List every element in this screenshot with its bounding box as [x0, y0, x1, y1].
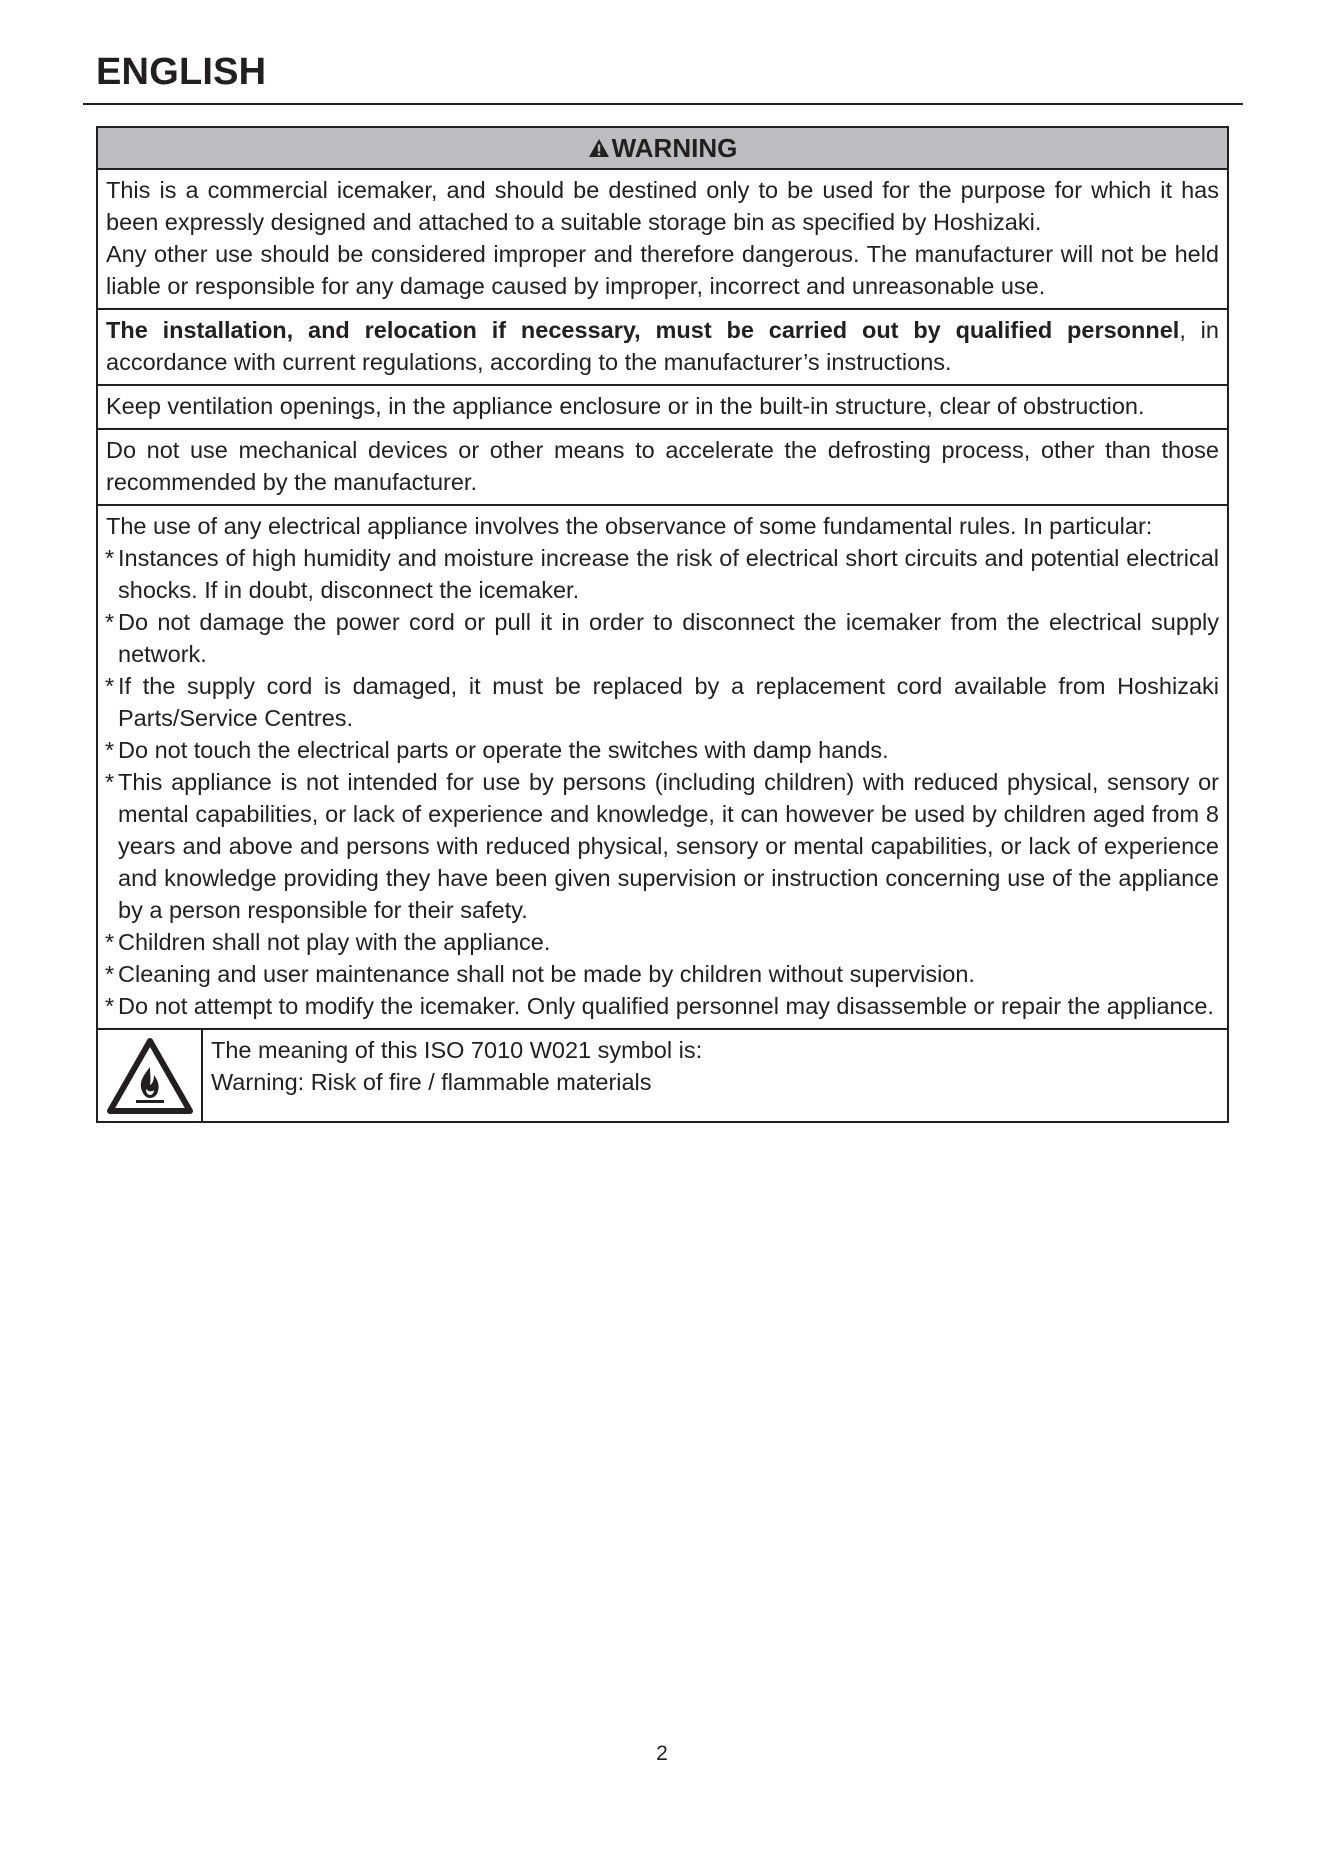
list-item: [106, 542, 1219, 606]
bullet-marker: *: [105, 609, 115, 635]
list-item-text: Do not damage the power cord or pull it in order to disconnect the icemaker from the electrical supply network.: [118, 609, 1219, 667]
bullet-marker: *: [105, 961, 115, 987]
list-item: [106, 606, 1219, 670]
intended-use-text: This is a commercial icemaker, and should be destined only to be used for the purpose for which it has been expressly designed and attached to a suitable storage bin as specified by Hoshizaki.: [106, 177, 1219, 235]
installation-bold-text: The installation, and relocation if necessary, must be carried out by qualified personnel: [106, 317, 1180, 343]
warning-header: [98, 128, 1227, 170]
bullet-marker: *: [105, 545, 115, 571]
warning-title: WARNING: [611, 132, 738, 163]
page-number: 2: [656, 1742, 668, 1765]
improper-use-text: Any other use should be considered improper and therefore dangerous. The manufacturer will not be held liable or responsible for any damage caused by improper, incorrect and unreasonable use.: [106, 241, 1219, 299]
warning-section-intended-use: [98, 170, 1227, 310]
list-item-text: Do not touch the electrical parts or operate the switches with damp hands.: [118, 737, 889, 763]
installation-rest-text: , in accordance with current regulations, according to the manufacturer’s instructions.: [106, 317, 1219, 375]
electrical-rules-list: [106, 542, 1219, 1022]
list-item: [106, 670, 1219, 734]
warning-section-electrical: [98, 506, 1227, 1030]
symbol-row: [98, 1030, 1227, 1121]
bullet-marker: *: [105, 737, 115, 763]
symbol-warning-text: Warning: Risk of fire / flammable materials: [211, 1069, 652, 1095]
warning-section-installation: [98, 310, 1227, 386]
electrical-intro-text: The use of any electrical appliance involves the observance of some fundamental rules. In particular:: [106, 513, 1153, 539]
defrosting-text: Do not use mechanical devices or other means to accelerate the defrosting process, other than those recommended by the manufacturer.: [106, 437, 1219, 495]
bullet-marker: *: [105, 769, 115, 795]
bullet-marker: *: [105, 993, 115, 1019]
page-header: [83, 46, 1243, 105]
list-item: [106, 766, 1219, 926]
symbol-meaning-text: The meaning of this ISO 7010 W021 symbol is:: [211, 1037, 703, 1063]
symbol-description: [203, 1030, 710, 1121]
list-item-text: Do not attempt to modify the icemaker. Only qualified personnel may disassemble or repair the appliance.: [118, 993, 1214, 1019]
list-item-text: Instances of high humidity and moisture increase the risk of electrical short circuits and potential electrical shocks. If in doubt, disconnect the icemaker.: [118, 545, 1219, 603]
installation-text: [106, 314, 1219, 378]
flammable-warning-icon: [106, 1037, 194, 1115]
language-heading: ENGLISH: [96, 51, 267, 93]
list-item-text: Children shall not play with the appliance.: [118, 929, 551, 955]
list-item-text: If the supply cord is damaged, it must be replaced by a replacement cord available from Hoshizaki Parts/Service Centres.: [118, 673, 1219, 731]
warning-box: [96, 126, 1229, 1123]
list-item: [106, 734, 1219, 766]
list-item: [106, 990, 1219, 1022]
bullet-marker: *: [105, 673, 115, 699]
list-item-text: This appliance is not intended for use by persons (including children) with reduced physical, sensory or mental capabilities, or lack of experience and knowledge, it can however be used by children aged from 8 years and above and persons with reduced physical, sensory or mental capabilities, or lack of experience and knowledge providing they have been given supervision or instruction concerning use of the appliance by a person responsible for their safety.: [118, 769, 1219, 923]
symbol-cell: [98, 1030, 203, 1121]
bullet-marker: *: [105, 929, 115, 955]
list-item: [106, 926, 1219, 958]
list-item-text: Cleaning and user maintenance shall not be made by children without supervision.: [118, 961, 975, 987]
warning-section-ventilation: [98, 386, 1227, 430]
list-item: [106, 958, 1219, 990]
warning-triangle-icon: [588, 138, 610, 158]
warning-section-defrosting: [98, 430, 1227, 506]
ventilation-text: Keep ventilation openings, in the appliance enclosure or in the built-in structure, clear of obstruction.: [106, 393, 1145, 419]
